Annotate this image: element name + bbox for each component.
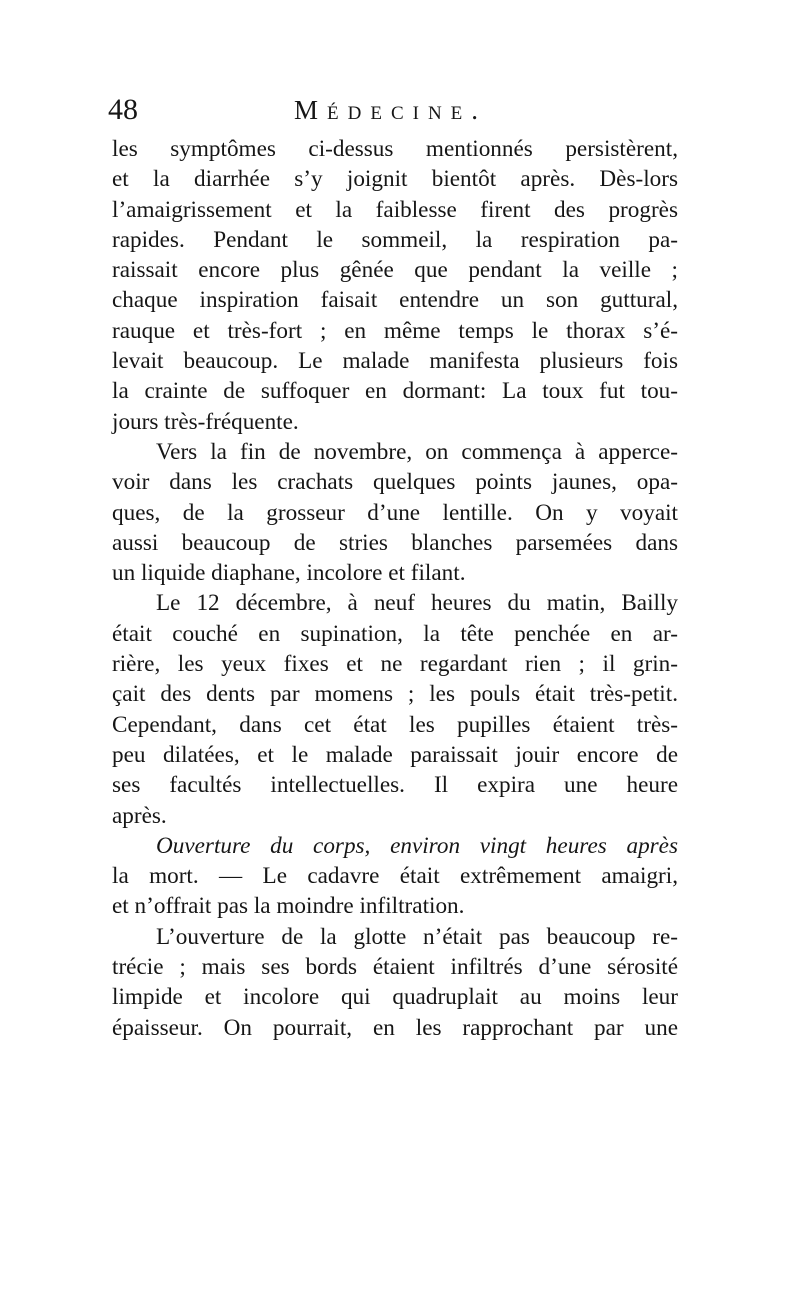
text-line-21: peu dilatées, et le malade paraissait jouir encore de: [112, 741, 678, 768]
text-line-28: trécie ; mais ses bords étaient infiltrés d’une sérosité: [112, 954, 678, 981]
text-line-26: et n’offrait pas la moindre infiltration.: [112, 893, 465, 920]
text-line-3: l’amaigrissement et la faiblesse firent des progrès: [112, 196, 678, 223]
text-line-1: les symptômes ci-dessus mentionnés persistèrent,: [112, 136, 678, 162]
text-line-30: épaisseur. On pourrait, en les rapprochant par une: [112, 1014, 678, 1041]
text-line-16: Le 12 décembre, à neuf heures du matin, Bailly: [156, 590, 678, 617]
text-line-5: raissait encore plus gênée que pendant la veille ;: [112, 257, 678, 284]
text-line-10: jours très-fréquente.: [112, 408, 299, 435]
body-text: [112, 134, 678, 1043]
text-line-4: rapides. Pendant le sommeil, la respiration pa-: [112, 226, 678, 253]
text-line-12: voir dans les crachats quelques points jaunes, opa-: [112, 469, 678, 496]
text-line-19: çait des dents par momens ; les pouls était très-petit.: [112, 681, 678, 708]
text-line-24: Ouverture du corps, environ vingt heures après: [156, 832, 678, 859]
text-line-25: la mort. — Le cadavre était extrêmement amaigri,: [112, 863, 678, 890]
text-line-27: L’ouverture de la glotte n’était pas beaucoup re-: [156, 923, 678, 950]
text-line-22: ses facultés intellectuelles. Il expira une heure: [112, 772, 678, 799]
page-header: [108, 90, 700, 130]
text-line-13: ques, de la grosseur d’une lentille. On y voyait: [112, 499, 678, 526]
text-line-23: après.: [112, 802, 167, 829]
text-line-17: était couché en supination, la tête penchée en ar-: [112, 620, 678, 647]
text-line-8: levait beaucoup. Le malade manifesta plusieurs fois: [112, 348, 678, 375]
text-line-6: chaque inspiration faisait entendre un son guttural,: [112, 287, 678, 314]
text-line-9: la crainte de suffoquer en dormant: La toux fut tou-: [112, 378, 678, 405]
text-line-29: limpide et incolore qui quadruplait au moins leur: [112, 984, 678, 1011]
page-number: 48: [108, 93, 138, 126]
running-title: Médecine.: [294, 95, 488, 125]
text-line-14: aussi beaucoup de stries blanches parsemées dans: [112, 529, 678, 556]
text-line-2: et la diarrhée s’y joignit bientôt après. Dès-lors: [112, 166, 678, 193]
text-line-11: Vers la fin de novembre, on commença à apperce-: [156, 438, 678, 465]
text-line-18: rière, les yeux fixes et ne regardant rien ; il grin-: [112, 651, 678, 678]
text-line-7: rauque et très-fort ; en même temps le thorax s’é-: [112, 317, 678, 344]
text-line-20: Cependant, dans cet état les pupilles étaient très-: [112, 711, 678, 738]
text-line-15: un liquide diaphane, incolore et filant.: [112, 560, 466, 587]
